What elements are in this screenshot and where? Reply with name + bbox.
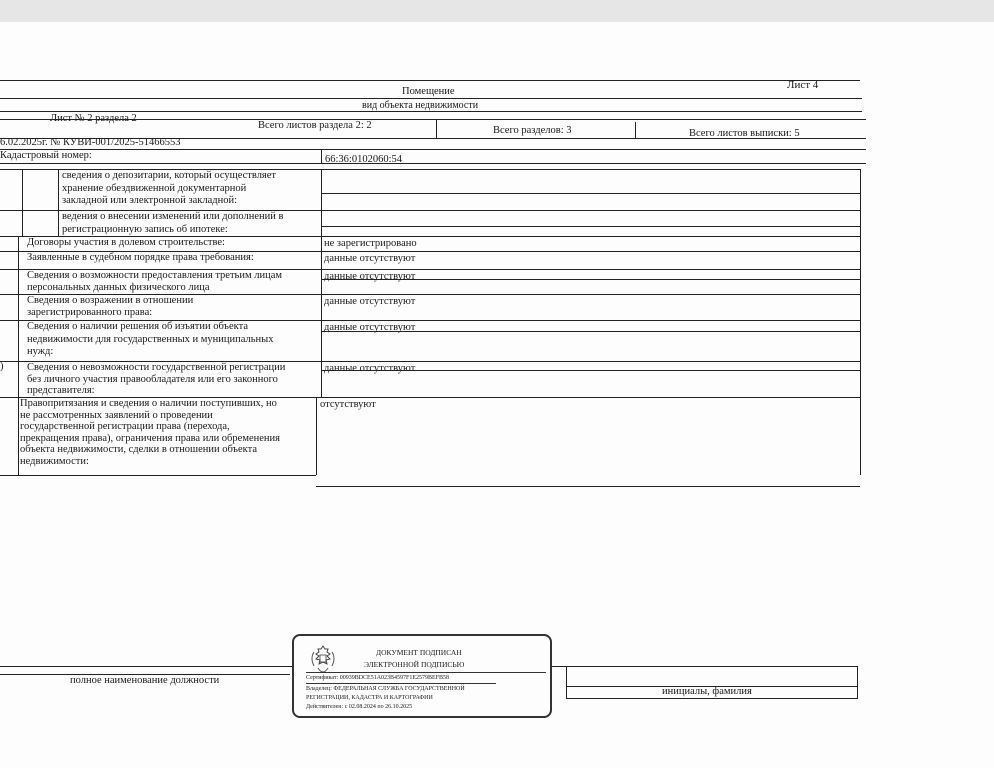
stamp-certificate: Сертификат: 00939BDCE51A023B4597F1E2579BEFB58 xyxy=(306,675,450,681)
row-label: персональных данных физического лица xyxy=(27,281,210,293)
cell-divider xyxy=(18,294,19,320)
initials-caption: инициалы, фамилия xyxy=(662,686,752,697)
cell-divider xyxy=(18,236,19,251)
cell-divider xyxy=(18,320,19,361)
cell-divider xyxy=(22,210,23,236)
row-label: недвижимости: xyxy=(20,455,89,467)
cell-divider xyxy=(321,294,322,320)
cell-divider xyxy=(18,269,19,294)
rule xyxy=(0,149,866,150)
cell-divider xyxy=(18,361,19,397)
row-label: представителя: xyxy=(27,385,95,396)
row-label: Сведения о возможности предоставления третьим лицам xyxy=(27,270,283,281)
row-label: прекращения права), ограничения права или обременения xyxy=(20,432,280,444)
rule xyxy=(321,279,860,280)
e-signature-stamp xyxy=(292,634,552,718)
total-sheets: Всего листов выписки: 5 xyxy=(689,128,800,139)
row-label: ведения о внесении изменений или дополнений в xyxy=(62,211,284,222)
cell-divider xyxy=(22,169,23,210)
row-value: данные отсутствуют xyxy=(324,271,416,282)
divider xyxy=(321,149,322,164)
row-label: недвижимости для государственных и муниципальных xyxy=(27,333,274,345)
stamp-title-2: ЭЛЕКТРОННОЙ ПОДПИСЬЮ xyxy=(364,660,465,669)
footer-divider xyxy=(857,666,858,698)
divider xyxy=(635,122,636,138)
row-marker: ) xyxy=(0,361,4,372)
section-total-sheets: Всего листов раздела 2: 2 xyxy=(258,120,372,131)
rule xyxy=(0,163,866,164)
cell-divider xyxy=(860,251,861,269)
cell-divider xyxy=(316,397,317,475)
object-type: Помещение xyxy=(402,86,455,97)
cell-divider xyxy=(860,210,861,236)
rule-top xyxy=(0,80,860,81)
rule xyxy=(321,226,860,227)
stamp-validity: Действителен: с 02.08.2024 по 26.10.2025 xyxy=(306,704,413,710)
stamp-owner-2: РЕГИСТРАЦИИ, КАДАСТРА И КАРТОГРАФИИ xyxy=(306,695,433,701)
rule xyxy=(0,111,862,112)
rule xyxy=(321,193,860,194)
divider xyxy=(436,119,437,138)
row-label: объекта недвижимости, сделки в отношении объекта xyxy=(20,444,257,455)
row-value: данные отсутствуют xyxy=(324,253,416,264)
cell-divider xyxy=(321,210,322,236)
row-value: отсутствуют xyxy=(320,399,376,410)
cell-divider xyxy=(321,320,322,361)
footer-rule-bottom xyxy=(566,698,858,699)
cell-divider xyxy=(321,236,322,251)
cell-divider xyxy=(860,320,861,361)
cell-divider xyxy=(860,397,861,475)
table-bottom-rule xyxy=(316,486,860,487)
total-sections: Всего разделов: 3 xyxy=(493,125,572,136)
stamp-title-1: ДОКУМЕНТ ПОДПИСАН xyxy=(376,648,462,657)
row-value: данные отсутствуют xyxy=(324,296,416,307)
row-value: данные отсутствуют xyxy=(324,363,416,374)
stamp-owner-1: Владелец: ФЕДЕРАЛЬНАЯ СЛУЖБА ГОСУДАРСТВЕННОЙ xyxy=(306,686,465,692)
row-value: не зарегистрировано xyxy=(324,238,417,249)
row-label: Сведения о возражении в отношении xyxy=(27,295,194,306)
cell-divider xyxy=(321,269,322,294)
cell-divider xyxy=(860,236,861,251)
sheet-number: Лист 4 xyxy=(787,79,819,91)
row-value: данные отсутствуют xyxy=(324,322,416,333)
row-label: зарегистрированного права: xyxy=(27,306,153,318)
row-label: не рассмотренных заявлений о проведении xyxy=(20,409,213,421)
cell-divider xyxy=(860,269,861,294)
position-caption: полное наименование должности xyxy=(70,675,220,686)
cell-divider xyxy=(860,169,861,210)
rule xyxy=(321,370,860,371)
row-label: Сведения о невозможности государственной регистрации xyxy=(27,362,286,373)
section-sheet: Лист № 2 раздела 2 xyxy=(50,113,137,124)
cell-divider xyxy=(321,169,322,210)
rule xyxy=(321,331,860,332)
row-label: нужд: xyxy=(27,346,54,357)
rule xyxy=(0,119,866,120)
date-number: 6.02.2025г. № КУВИ-001/2025-51466553 xyxy=(0,137,181,148)
row-label: Сведения о наличии решения об изъятии объекта xyxy=(27,321,248,332)
footer-divider xyxy=(566,666,567,698)
cell-divider xyxy=(58,210,59,236)
table-bottom-rule xyxy=(0,475,316,476)
row-label: закладной или электронной закладной: xyxy=(62,195,238,206)
object-caption: вид объекта недвижимости xyxy=(362,100,479,111)
row-label: государственной регистрации права (перехода, xyxy=(20,421,230,432)
cell-divider xyxy=(18,251,19,269)
row-label: хранение обездвиженной документарной xyxy=(62,182,247,194)
row-label: Договоры участия в долевом строительстве: xyxy=(27,237,225,248)
cell-divider xyxy=(58,169,59,210)
cell-divider xyxy=(321,361,322,397)
rule xyxy=(0,98,862,99)
cell-divider xyxy=(860,361,861,397)
row-label: Заявленные в судебном порядке права требования: xyxy=(27,252,254,263)
row-label: регистрационную запись об ипотеке: xyxy=(62,223,228,235)
cadastral-number: 66:36:0102060:54 xyxy=(325,154,403,165)
cell-divider xyxy=(18,397,19,475)
cell-divider xyxy=(860,294,861,320)
cell-divider xyxy=(321,251,322,269)
row-label: сведения о депозитарии, который осуществляет xyxy=(62,170,277,181)
row-label: без личного участия правообладателя или его законного xyxy=(27,373,278,385)
cadastral-label: Кадастровый номер: xyxy=(0,150,92,161)
row-label: Правопритязания и сведения о наличии поступивших, но xyxy=(20,398,277,409)
